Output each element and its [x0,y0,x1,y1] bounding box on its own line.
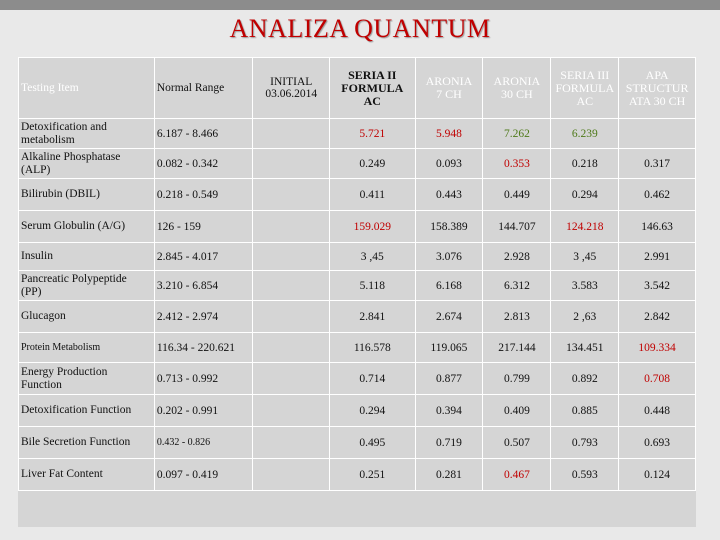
row-test-name: Bile Secretion Function [19,427,155,459]
table-row [19,243,696,271]
row-value-seria-iii: 0.294 [551,179,619,211]
row-value-seria-iii: 0.793 [551,427,619,459]
row-value-apa-structurata: 0.124 [619,459,696,491]
row-normal-range: 0.097 - 0.419 [154,459,253,491]
row-value-seria-iii: 0.885 [551,395,619,427]
row-value-aronia-7ch: 0.719 [415,427,483,459]
row-normal-range: 0.082 - 0.342 [154,149,253,179]
table-row [19,427,696,459]
row-value-seria-iii: 6.239 [551,119,619,149]
row-value-seria-iii: 3 ,45 [551,243,619,271]
row-value-apa-structurata: 0.448 [619,395,696,427]
row-normal-range: 3.210 - 6.854 [154,271,253,301]
row-value-apa-structurata: 0.462 [619,179,696,211]
row-value-apa-structurata [619,119,696,149]
row-value-aronia-30ch: 0.507 [483,427,551,459]
row-value-aronia-30ch: 217.144 [483,333,551,363]
row-value-aronia-30ch: 0.799 [483,363,551,395]
row-value-apa-structurata: 3.542 [619,271,696,301]
row-value-aronia-7ch: 158.389 [415,211,483,243]
table-row [19,211,696,243]
row-value-seria-ii: 5.118 [330,271,415,301]
row-normal-range: 0.202 - 0.991 [154,395,253,427]
row-initial-value [253,149,330,179]
row-value-seria-iii: 0.218 [551,149,619,179]
table-row [19,301,696,333]
row-test-name: Bilirubin (DBIL) [19,179,155,211]
row-test-name: Liver Fat Content [19,459,155,491]
row-value-aronia-30ch: 0.467 [483,459,551,491]
table-row [19,395,696,427]
row-value-aronia-30ch: 7.262 [483,119,551,149]
row-value-apa-structurata: 0.693 [619,427,696,459]
row-value-aronia-7ch: 0.443 [415,179,483,211]
row-value-seria-iii: 0.593 [551,459,619,491]
row-value-seria-ii: 3 ,45 [330,243,415,271]
header-seria-ii: SERIA II FORMULA AC [330,58,415,119]
results-table [18,57,696,491]
row-test-name: Energy Production Function [19,363,155,395]
row-normal-range: 0.432 - 0.826 [154,427,253,459]
row-value-aronia-7ch: 119.065 [415,333,483,363]
row-test-name: Pancreatic Polypeptide (PP) [19,271,155,301]
row-value-aronia-30ch: 0.353 [483,149,551,179]
row-value-seria-ii: 116.578 [330,333,415,363]
row-value-aronia-7ch: 5.948 [415,119,483,149]
table-row [19,271,696,301]
row-initial-value [253,243,330,271]
row-value-aronia-7ch: 0.281 [415,459,483,491]
row-value-aronia-30ch: 2.813 [483,301,551,333]
row-value-aronia-30ch: 144.707 [483,211,551,243]
row-value-aronia-30ch: 0.449 [483,179,551,211]
header-initial: INITIAL 03.06.2014 [253,58,330,119]
row-initial-value [253,119,330,149]
row-value-apa-structurata: 0.317 [619,149,696,179]
row-normal-range: 126 - 159 [154,211,253,243]
header-row [19,58,696,119]
row-normal-range: 6.187 - 8.466 [154,119,253,149]
row-initial-value [253,459,330,491]
table-row [19,149,696,179]
row-initial-value [253,333,330,363]
row-value-aronia-7ch: 0.394 [415,395,483,427]
row-normal-range: 2.845 - 4.017 [154,243,253,271]
page-title: ANALIZA QUANTUM [229,14,491,43]
row-value-seria-iii: 0.892 [551,363,619,395]
row-normal-range: 116.34 - 220.621 [154,333,253,363]
row-value-aronia-7ch: 3.076 [415,243,483,271]
row-normal-range: 0.713 - 0.992 [154,363,253,395]
row-value-aronia-30ch: 2.928 [483,243,551,271]
row-test-name: Glucagon [19,301,155,333]
row-value-seria-iii: 134.451 [551,333,619,363]
row-initial-value [253,271,330,301]
table-row [19,459,696,491]
row-value-seria-iii: 2 ,63 [551,301,619,333]
row-test-name: Alkaline Phosphatase (ALP) [19,149,155,179]
row-initial-value [253,211,330,243]
row-value-seria-ii: 0.495 [330,427,415,459]
row-value-seria-ii: 0.251 [330,459,415,491]
row-test-name: Protein Metabolism [19,333,155,363]
row-value-seria-ii: 0.294 [330,395,415,427]
header-seria-iii: SERIA III FORMULA AC [551,58,619,119]
row-value-seria-ii: 2.841 [330,301,415,333]
row-value-apa-structurata: 146.63 [619,211,696,243]
row-value-aronia-7ch: 6.168 [415,271,483,301]
row-initial-value [253,179,330,211]
row-value-seria-ii: 0.249 [330,149,415,179]
row-initial-value [253,363,330,395]
row-test-name: Detoxification and metabolism [19,119,155,149]
row-value-aronia-7ch: 2.674 [415,301,483,333]
top-bar [0,0,720,10]
table-row [19,333,696,363]
row-test-name: Insulin [19,243,155,271]
header-apa-structurata: APA STRUCTUR ATA 30 CH [619,58,696,119]
row-value-aronia-30ch: 0.409 [483,395,551,427]
row-value-apa-structurata: 2.842 [619,301,696,333]
row-initial-value [253,301,330,333]
header-normal-range: Normal Range [154,58,253,119]
header-testing-item: Testing Item [19,58,155,119]
row-initial-value [253,395,330,427]
table-row [19,179,696,211]
row-value-seria-iii: 124.218 [551,211,619,243]
row-value-aronia-7ch: 0.877 [415,363,483,395]
row-value-apa-structurata: 2.991 [619,243,696,271]
row-value-apa-structurata: 0.708 [619,363,696,395]
row-value-seria-ii: 0.411 [330,179,415,211]
table-row [19,119,696,149]
header-aronia-7ch: ARONIA 7 CH [415,58,483,119]
row-value-seria-ii: 159.029 [330,211,415,243]
row-value-seria-ii: 0.714 [330,363,415,395]
table-row [19,363,696,395]
row-normal-range: 0.218 - 0.549 [154,179,253,211]
row-value-seria-iii: 3.583 [551,271,619,301]
row-test-name: Serum Globulin (A/G) [19,211,155,243]
row-normal-range: 2.412 - 2.974 [154,301,253,333]
row-test-name: Detoxification Function [19,395,155,427]
row-value-seria-ii: 5.721 [330,119,415,149]
row-value-aronia-7ch: 0.093 [415,149,483,179]
row-value-aronia-30ch: 6.312 [483,271,551,301]
row-initial-value [253,427,330,459]
row-value-apa-structurata: 109.334 [619,333,696,363]
header-aronia-30ch: ARONIA 30 CH [483,58,551,119]
